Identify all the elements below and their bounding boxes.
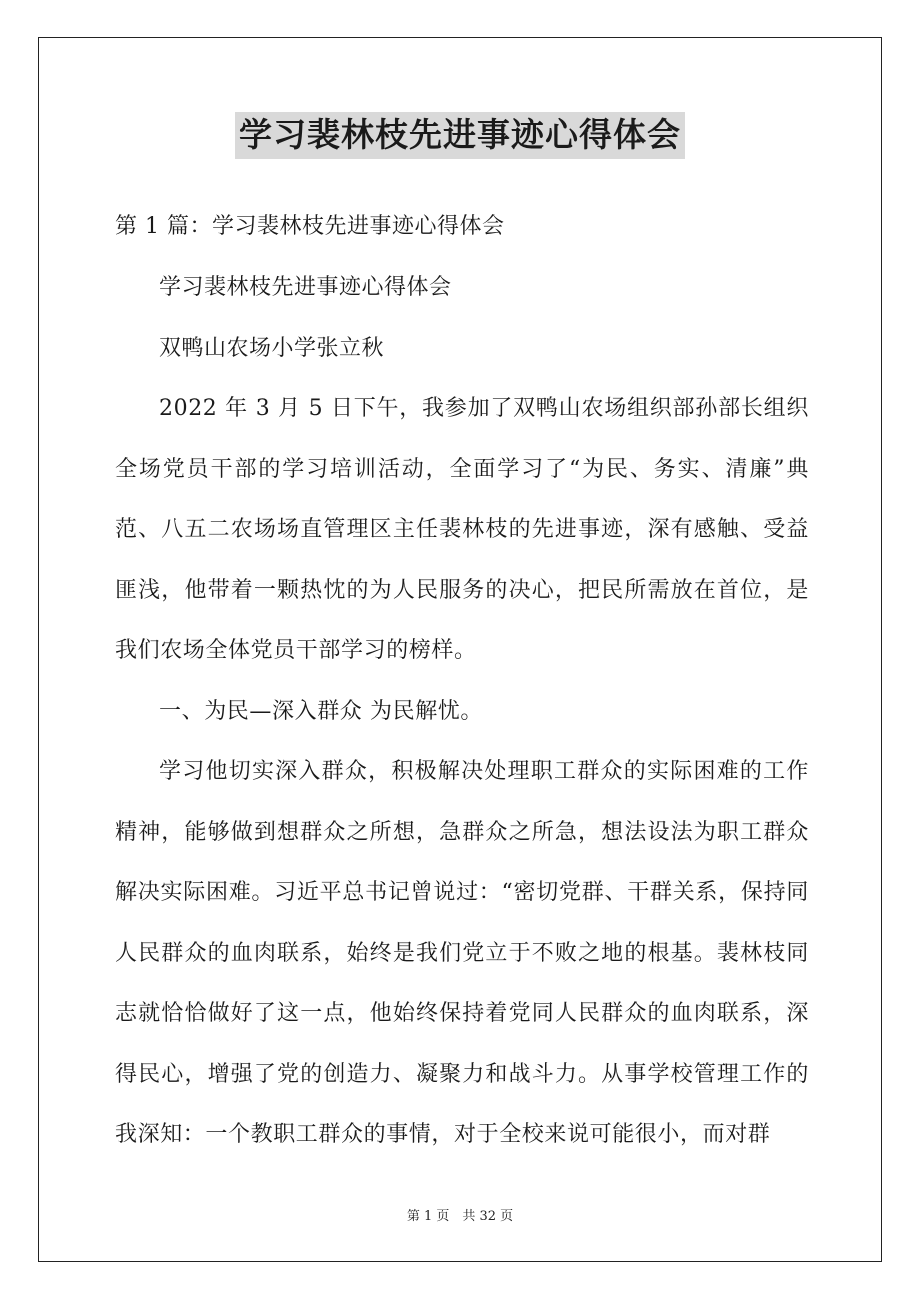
document-body — [115, 196, 809, 1166]
document-title: 学习裴林枝先进事迹心得体会 — [235, 112, 685, 159]
author-line: 双鸭山农场小学张立秋 — [159, 336, 385, 361]
section-heading: 一、为民—深入群众 为民解忧。 — [159, 698, 483, 724]
paragraph: 学习他切实深入群众，积极解决处理职工群众的实际困难的工作精神，能够做到想群众之所想，急群众之所急，想法设法为职工群众解决实际困难。习近平总书记曾说过：“密切党群、干群关系，保持同人民群众的血肉联系，始终是我们党立于不败之地的根基。裴林枝同志就恰恰做好了这一点，他始终保持着党同人民群众的血肉联系，深得民心，增强了党的创造力、凝聚力和战斗力。从事学校管理工作的我深知：一个教职工群众的事情，对于全校来说可能很小，而对群 — [115, 759, 809, 1147]
page-footer: 第 1 页 共 32 页 — [406, 1209, 514, 1224]
chapter-heading: 第 1 篇：学习裴林枝先进事迹心得体会 — [115, 214, 505, 239]
paragraph: 2022 年 3 月 5 日下午，我参加了双鸭山农场组织部孙部长组织全场党员干部的学习培训活动，全面学习了“为民、务实、清廉”典范、八五二农场场直管理区主任裴林枝的先进事迹，深有感触、受益匪浅，他带着一颗热忱的为人民服务的决心，把民所需放在首位，是我们农场全体党员干部学习的榜样。 — [115, 396, 809, 663]
title-container — [0, 112, 920, 159]
subtitle: 学习裴林枝先进事迹心得体会 — [159, 275, 452, 300]
